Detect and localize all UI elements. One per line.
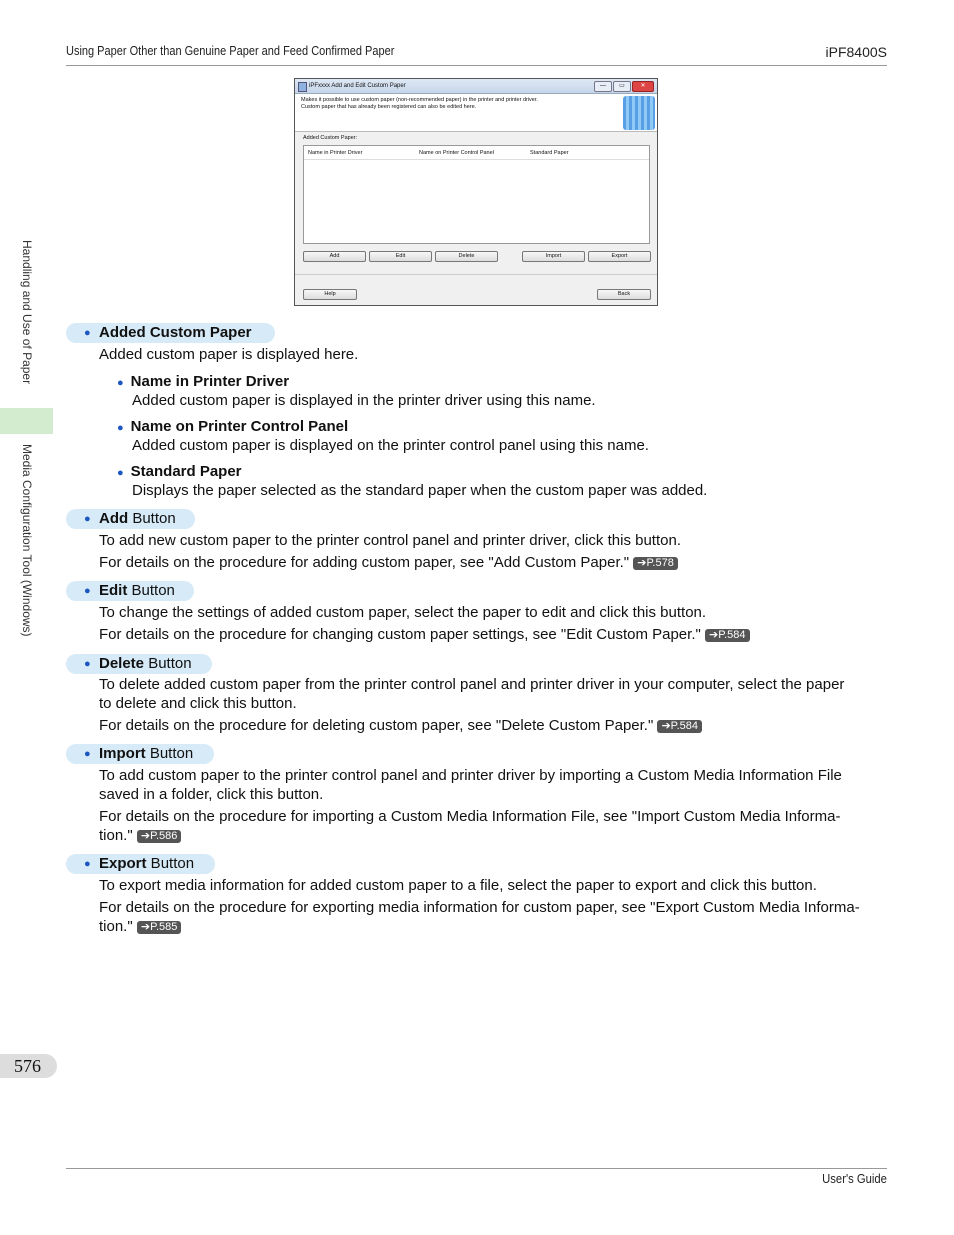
dialog-title: iPFxxxx Add and Edit Custom Paper <box>309 83 406 89</box>
app-icon <box>298 82 307 92</box>
import-details-1: For details on the procedure for importing a Custom Media Information File, see "Import Custom Media Informa- <box>99 808 841 825</box>
bullet-icon: ● <box>84 327 91 339</box>
model-name: iPF8400S <box>825 44 887 60</box>
side-tab-section: Media Configuration Tool (Windows) <box>20 444 34 637</box>
delete-details: For details on the procedure for deleting custom paper, see "Delete Custom Paper." ➔P.584 <box>99 716 702 735</box>
page-number: 576 <box>0 1054 57 1078</box>
section-heading-edit: ● Edit Button <box>66 581 194 601</box>
import-button[interactable]: Import <box>522 251 585 262</box>
section-heading-delete: ● Delete Button <box>66 654 212 674</box>
bullet-icon: ● <box>84 658 91 670</box>
section-heading-export: ● Export Button <box>66 854 215 874</box>
export-desc: To export media information for added custom paper to a file, select the paper to export and click this button. <box>99 877 817 894</box>
added-desc: Added custom paper is displayed here. <box>99 346 359 363</box>
delete-button[interactable]: Delete <box>435 251 498 262</box>
delete-desc-2: to delete and click this button. <box>99 695 297 712</box>
item-desc-driver-name: Added custom paper is displayed in the printer driver using this name. <box>132 392 596 409</box>
item-heading-driver-name: ● Name in Printer Driver <box>117 373 290 390</box>
paper-roll-icon <box>623 96 655 130</box>
header-rule <box>66 65 887 66</box>
bullet-icon: ● <box>117 377 124 389</box>
help-button[interactable]: Help <box>303 289 357 300</box>
back-button[interactable]: Back <box>597 289 651 300</box>
bullet-icon: ● <box>84 513 91 525</box>
custom-paper-list[interactable] <box>303 145 650 244</box>
item-desc-standard-paper: Displays the paper selected as the standard paper when the custom paper was added. <box>132 482 708 499</box>
banner-text-1: Makes it possible to use custom paper (non-recommended paper) in the printer and printer driver. <box>301 97 538 103</box>
minimize-button[interactable]: — <box>594 81 612 92</box>
bullet-icon: ● <box>117 467 124 479</box>
import-desc-2: saved in a folder, click this button. <box>99 786 324 803</box>
section-heading-add: ● Add Button <box>66 509 195 529</box>
page-link-import[interactable]: ➔P.586 <box>137 830 182 843</box>
item-heading-standard-paper: ● Standard Paper <box>117 463 242 480</box>
item-heading-panel-name: ● Name on Printer Control Panel <box>117 418 349 435</box>
running-header-title: Using Paper Other than Genuine Paper and Feed Confirmed Paper <box>66 44 395 58</box>
footer-guide-name: User's Guide <box>822 1172 887 1186</box>
add-details: For details on the procedure for adding custom paper, see "Add Custom Paper." ➔P.578 <box>99 553 678 572</box>
bullet-icon: ● <box>84 858 91 870</box>
add-button[interactable]: Add <box>303 251 366 262</box>
page-link-edit[interactable]: ➔P.584 <box>705 629 750 642</box>
edit-desc: To change the settings of added custom paper, select the paper to edit and click this button. <box>99 604 707 621</box>
side-tab-marker <box>0 408 53 434</box>
export-details-1: For details on the procedure for exporting media information for custom paper, see "Export Custom Media Informa- <box>99 899 860 916</box>
column-header-driver-name[interactable]: Name in Printer Driver <box>308 150 363 156</box>
column-header-standard-paper[interactable]: Standard Paper <box>530 150 569 156</box>
export-details-2: tion." ➔P.585 <box>99 917 181 936</box>
column-header-panel-name[interactable]: Name on Printer Control Panel <box>419 150 494 156</box>
list-label: Added Custom Paper: <box>303 135 358 141</box>
page-link-add[interactable]: ➔P.578 <box>633 557 678 570</box>
add-desc: To add new custom paper to the printer control panel and printer driver, click this button. <box>99 532 681 549</box>
edit-button[interactable]: Edit <box>369 251 432 262</box>
banner-text-2: Custom paper that has already been registered can also be edited here. <box>301 104 477 110</box>
section-heading-added: ● Added Custom Paper <box>66 323 275 343</box>
import-desc-1: To add custom paper to the printer control panel and printer driver by importing a Custom Media Information File <box>99 767 842 784</box>
maximize-button[interactable]: ▭ <box>613 81 631 92</box>
edit-details: For details on the procedure for changing custom paper settings, see "Edit Custom Paper." ➔P.584 <box>99 625 750 644</box>
export-button[interactable]: Export <box>588 251 651 262</box>
bullet-icon: ● <box>117 422 124 434</box>
item-desc-panel-name: Added custom paper is displayed on the printer control panel using this name. <box>132 437 649 454</box>
import-details-2: tion." ➔P.586 <box>99 826 181 845</box>
bullet-icon: ● <box>84 748 91 760</box>
side-tab-chapter: Handling and Use of Paper <box>20 240 34 385</box>
footer-rule <box>66 1168 887 1169</box>
dialog-banner <box>295 94 657 132</box>
dialog-titlebar <box>295 79 657 94</box>
page-link-export[interactable]: ➔P.585 <box>137 921 182 934</box>
section-heading-import: ● Import Button <box>66 744 214 764</box>
page-link-delete[interactable]: ➔P.584 <box>657 720 702 733</box>
close-button[interactable]: ✕ <box>632 81 654 92</box>
delete-desc-1: To delete added custom paper from the printer control panel and printer driver in your computer, select the paper <box>99 676 845 693</box>
dialog-screenshot <box>294 78 658 306</box>
bullet-icon: ● <box>84 585 91 597</box>
